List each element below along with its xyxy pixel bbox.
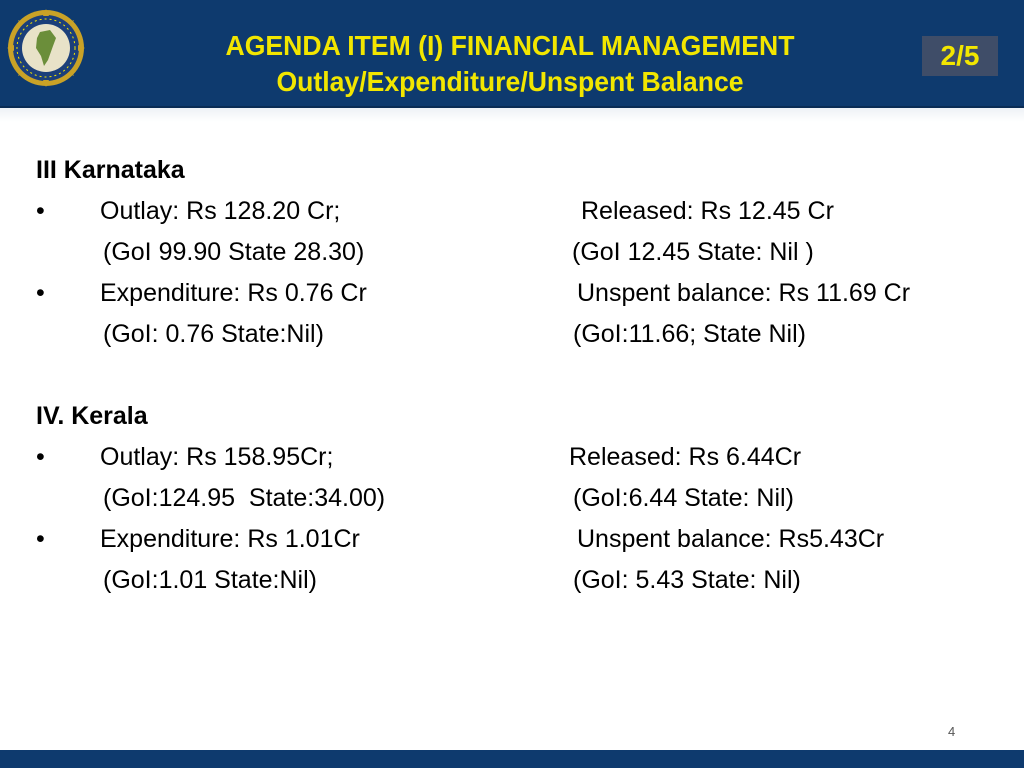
section-spacer — [36, 355, 996, 396]
expenditure-breakdown: (GoI:1.01 State:Nil) — [103, 566, 317, 594]
bullet-marker: • — [36, 443, 45, 471]
ndma-emblem-icon — [6, 8, 86, 88]
section-kerala — [36, 396, 996, 601]
expenditure-breakdown: (GoI: 0.76 State:Nil) — [103, 320, 324, 348]
header-bar — [0, 0, 1024, 108]
unspent-balance-text: Unspent balance: Rs 11.69 Cr — [577, 279, 911, 307]
list-item — [36, 314, 996, 355]
list-item — [36, 232, 996, 273]
section-title: IV. Kerala — [36, 402, 148, 430]
expenditure-text: Expenditure: Rs 1.01Cr — [100, 525, 360, 553]
unspent-breakdown: (GoI: 5.43 State: Nil) — [573, 566, 801, 594]
released-breakdown: (GoI 12.45 State: Nil ) — [572, 238, 814, 266]
list-item — [36, 519, 996, 560]
released-text: Released: Rs 6.44Cr — [569, 443, 802, 471]
list-item — [36, 560, 996, 601]
bullet-marker: • — [36, 279, 45, 307]
outlay-breakdown: (GoI 99.90 State 28.30) — [103, 238, 365, 266]
released-breakdown: (GoI:6.44 State: Nil) — [573, 484, 794, 512]
section-karnataka — [36, 150, 996, 355]
title-line-1: AGENDA ITEM (I) FINANCIAL MANAGEMENT — [225, 30, 795, 61]
released-text: Released: Rs 12.45 Cr — [581, 197, 834, 225]
unspent-breakdown: (GoI:11.66; State Nil) — [573, 320, 806, 348]
outlay-text: Outlay: Rs 158.95Cr; — [100, 443, 334, 471]
section-title: III Karnataka — [36, 156, 185, 184]
bullet-marker: • — [36, 525, 45, 553]
page-badge: 2/5 — [922, 36, 998, 76]
header-shadow — [0, 108, 1024, 122]
list-item — [36, 478, 996, 519]
outlay-text: Outlay: Rs 128.20 Cr; — [100, 197, 341, 225]
title-line-2: Outlay/Expenditure/Unspent Balance — [276, 66, 744, 97]
expenditure-text: Expenditure: Rs 0.76 Cr — [100, 279, 367, 307]
slide-title — [121, 28, 900, 100]
list-item — [36, 437, 996, 478]
list-item — [36, 273, 996, 314]
list-item — [36, 191, 996, 232]
unspent-balance-text: Unspent balance: Rs5.43Cr — [577, 525, 885, 553]
outlay-breakdown: (GoI:124.95 State:34.00) — [103, 484, 386, 512]
content-area — [36, 150, 996, 601]
footer-bar — [0, 750, 1024, 768]
bullet-marker: • — [36, 197, 45, 225]
slide-number: 4 — [948, 724, 956, 739]
